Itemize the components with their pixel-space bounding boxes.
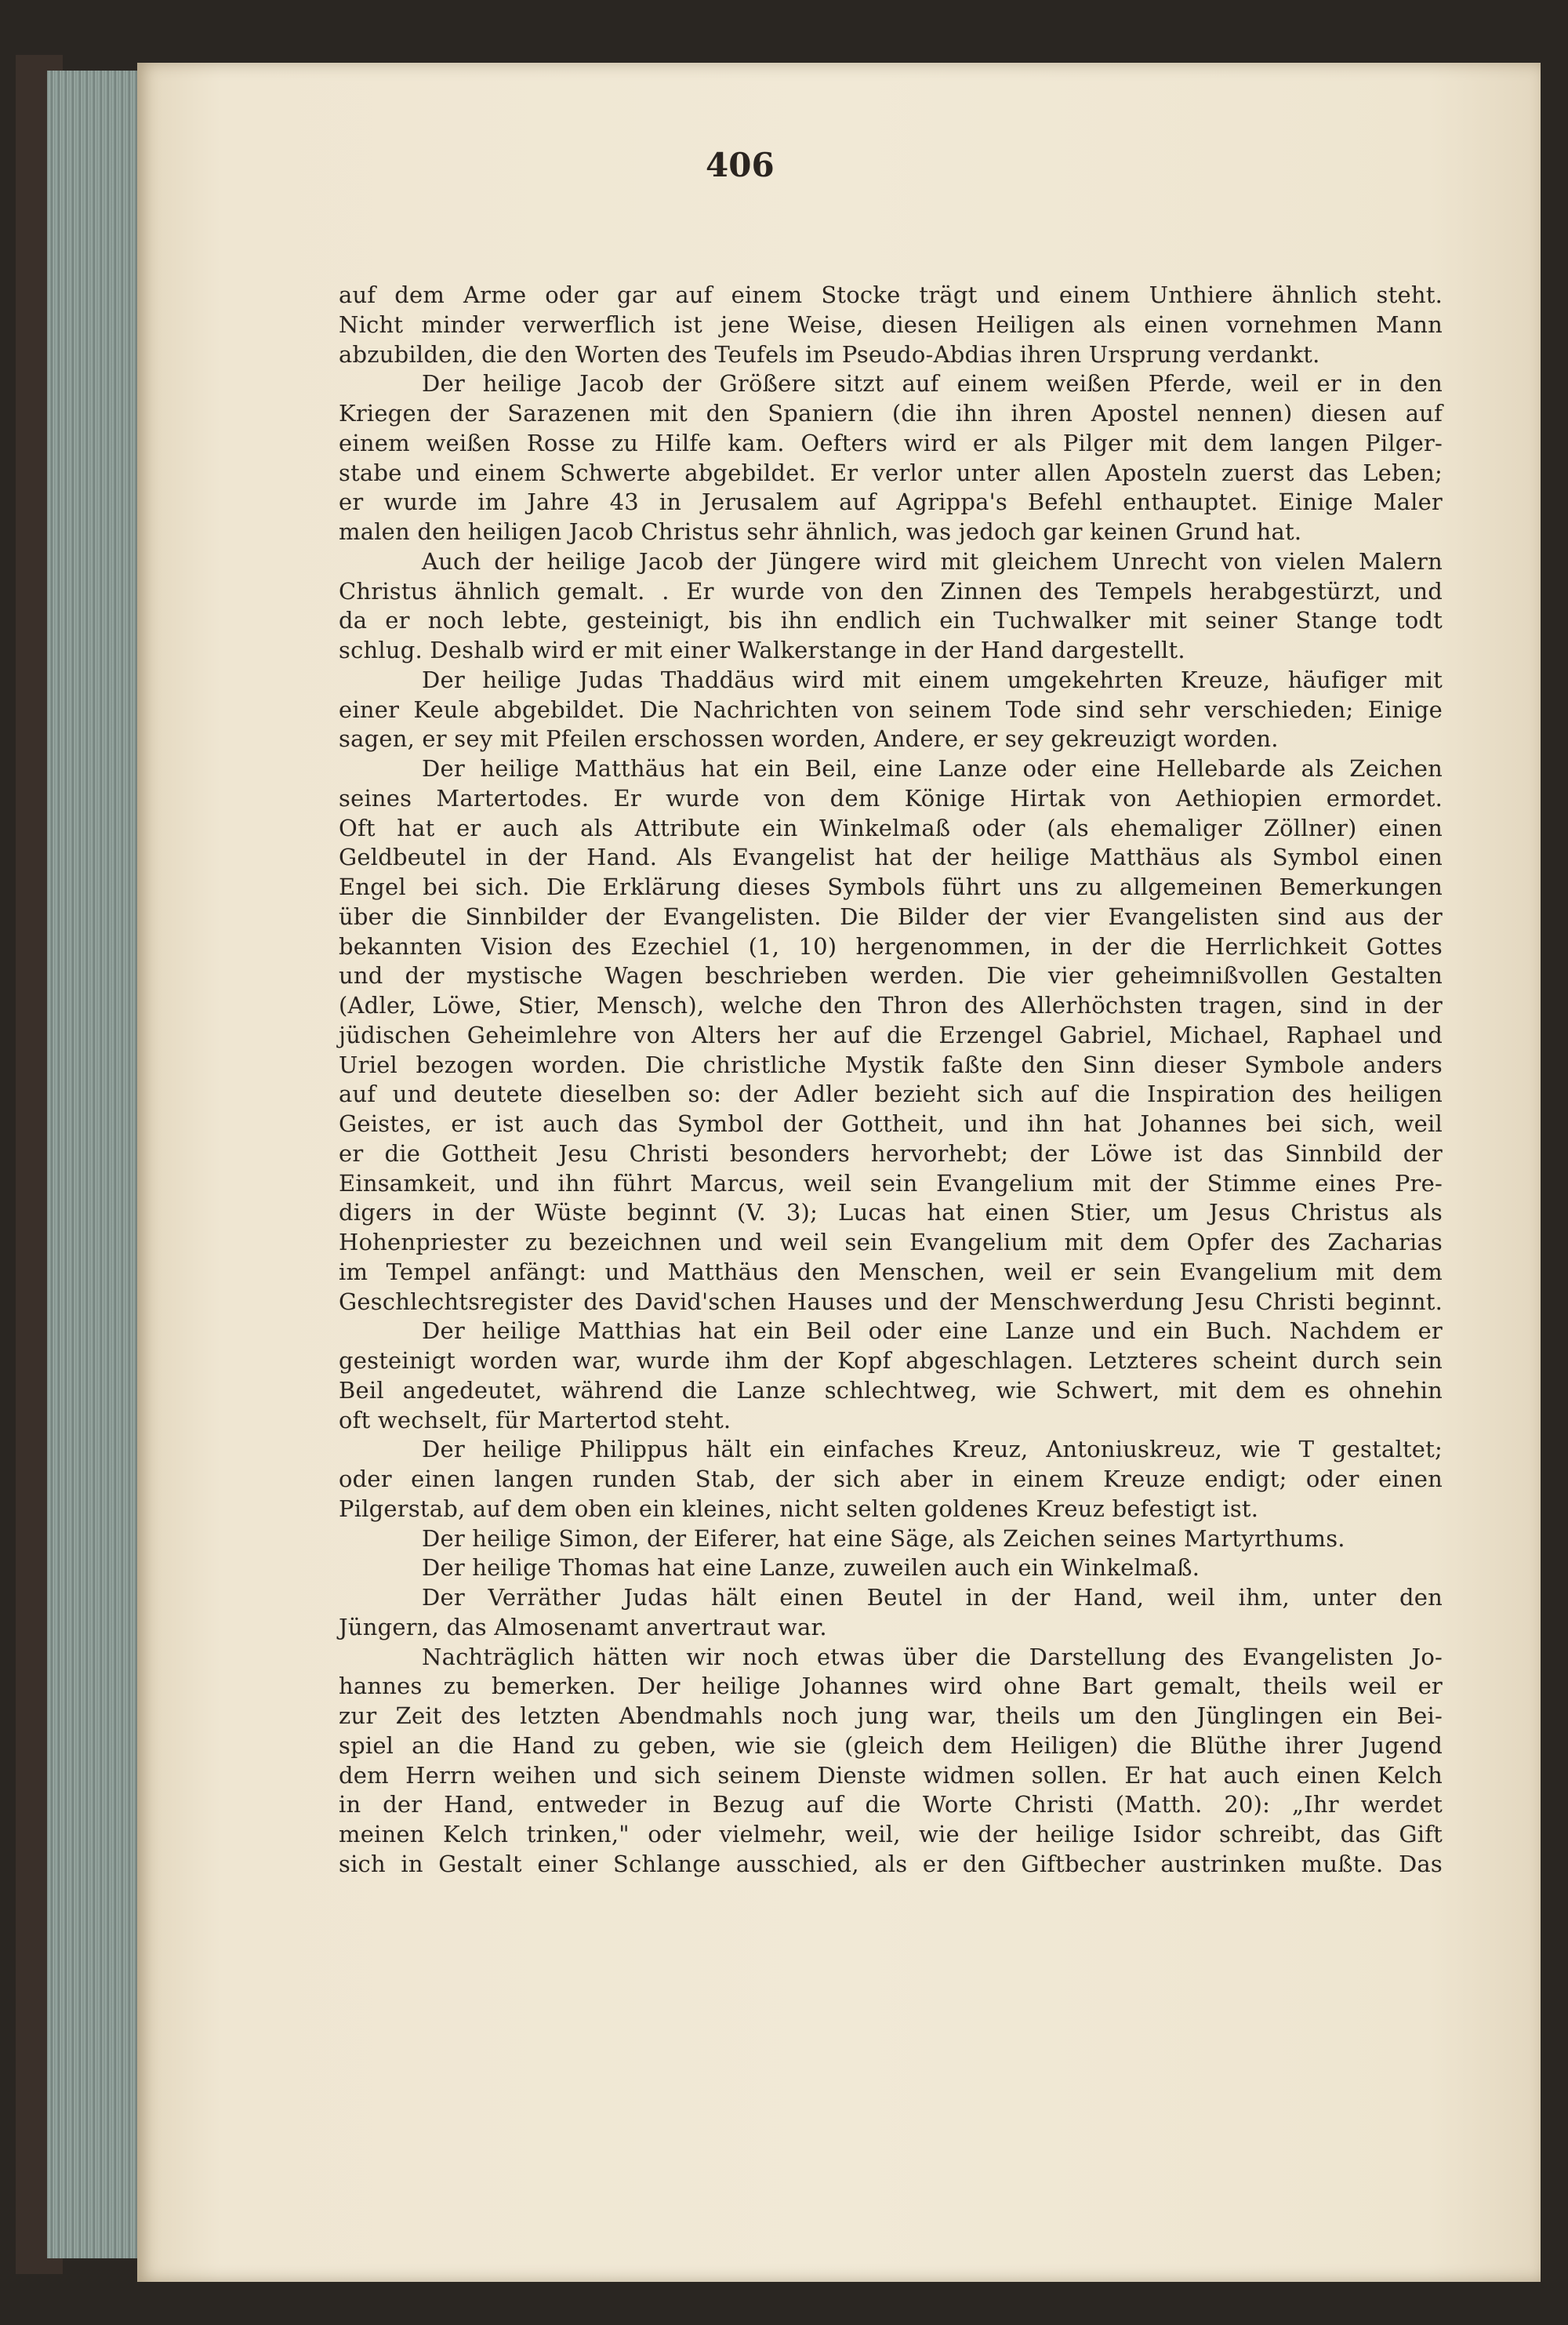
text-line: Nachträglich hätten wir noch etwas über die Darstellung des Evangelisten Jo- — [422, 1643, 1443, 1670]
text-line: Der heilige Simon, der Eiferer, hat eine Säge, als Zeichen seines Martyrthums. — [422, 1524, 1345, 1552]
text-line: Christus ähnlich gemalt. . Er wurde von den Zinnen des Tempels herabgestürzt, und — [339, 577, 1443, 605]
text-line: Geschlechtsregister des David'schen Hauses und der Menschwerdung Jesu Christi beginnt. — [339, 1288, 1443, 1315]
text-line: sich in Gestalt einer Schlange ausschied, als er den Giftbecher austrinken mußte. Das — [339, 1850, 1443, 1877]
text-line: Auch der heilige Jacob der Jüngere wird mit gleichem Unrecht von vielen Malern — [422, 547, 1443, 575]
text-line: einer Keule abgebildet. Die Nachrichten von seinem Tode sind sehr verschieden; Einige — [339, 696, 1443, 723]
text-line: einem weißen Rosse zu Hilfe kam. Oefters wird er als Pilger mit dem langen Pilger- — [339, 429, 1443, 456]
text-line: Der Verräther Judas hält einen Beutel in der Hand, weil ihm, unter den — [422, 1584, 1443, 1611]
text-line: auf dem Arme oder gar auf einem Stocke trägt und einem Unthiere ähnlich steht. — [339, 282, 1443, 308]
text-line: oft wechselt, für Martertod steht. — [339, 1406, 731, 1433]
text-line: spiel an die Hand zu geben, wie sie (gleich dem Heiligen) die Blüthe ihrer Jugend — [339, 1731, 1443, 1759]
text-line: Pilgerstab, auf dem oben ein kleines, nicht selten goldenes Kreuz befestigt ist. — [339, 1495, 1259, 1522]
text-line: Der heilige Thomas hat eine Lanze, zuweilen auch ein Winkelmaß. — [422, 1554, 1200, 1582]
text-line: zur Zeit des letzten Abendmahls noch jung war, theils um den Jünglingen ein Bei- — [339, 1702, 1443, 1729]
text-line: Engel bei sich. Die Erklärung dieses Symbols führt uns zu allgemeinen Bemerkungen — [339, 874, 1443, 900]
page-edges — [47, 71, 144, 2258]
text-line: seines Martertodes. Er wurde von dem Könige Hirtak von Aethiopien ermordet. — [339, 784, 1443, 812]
text-line: schlug. Deshalb wird er mit einer Walkerstange in der Hand dargestellt. — [339, 637, 1185, 663]
text-line: Der heilige Jacob der Größere sitzt auf einem weißen Pferde, weil er in den — [422, 370, 1443, 398]
text-line: Einsamkeit, und ihn führt Marcus, weil sein Evangelium mit der Stimme eines Pre- — [339, 1169, 1443, 1197]
text-line: Hohenpriester zu bezeichnen und weil sein Evangelium mit dem Opfer des Zacharias — [339, 1229, 1443, 1255]
text-line: und der mystische Wagen beschrieben werden. Die vier geheimnißvollen Gestalten — [339, 962, 1443, 990]
text-line: Geistes, er ist auch das Symbol der Gottheit, und ihn hat Johannes bei sich, weil — [339, 1110, 1443, 1137]
text-line: er die Gottheit Jesu Christi besonders hervorhebt; der Löwe ist das Sinnbild der — [339, 1139, 1443, 1167]
body-text — [339, 281, 1443, 1880]
text-line: oder einen langen runden Stab, der sich aber in einem Kreuze endigt; oder einen — [339, 1466, 1443, 1492]
text-line: sagen, er sey mit Pfeilen erschossen worden, Andere, er sey gekreuzigt worden. — [339, 725, 1279, 753]
text-line: meinen Kelch trinken," oder vielmehr, weil, wie der heilige Isidor schreibt, das Gift — [339, 1821, 1443, 1847]
text-line: auf und deutete dieselben so: der Adler bezieht sich auf die Inspiration des heiligen — [339, 1081, 1443, 1108]
text-line: Geldbeutel in der Hand. Als Evangelist hat der heilige Matthäus als Symbol einen — [339, 844, 1443, 871]
text-line: Kriegen der Sarazenen mit den Spaniern (die ihn ihren Apostel nennen) diesen auf — [339, 400, 1443, 427]
text-line: im Tempel anfängt: und Matthäus den Menschen, weil er sein Evangelium mit dem — [339, 1258, 1443, 1285]
text-line: digers in der Wüste beginnt (V. 3); Lucas hat einen Stier, um Jesus Christus als — [339, 1199, 1443, 1226]
text-line: stabe und einem Schwerte abgebildet. Er verlor unter allen Aposteln zuerst das Leben; — [339, 459, 1443, 486]
text-line: dem Herrn weihen und sich seinem Dienste widmen sollen. Er hat auch einen Kelch — [339, 1761, 1443, 1789]
page-number: 406 — [706, 146, 775, 184]
text-line: malen den heiligen Jacob Christus sehr ähnlich, was jedoch gar keinen Grund hat. — [339, 518, 1302, 545]
text-line: abzubilden, die den Worten des Teufels im Pseudo-Abdias ihren Ursprung verdankt. — [339, 340, 1320, 368]
text-line: Beil angedeutet, während die Lanze schlechtweg, wie Schwert, mit dem es ohnehin — [339, 1376, 1443, 1404]
text-line: (Adler, Löwe, Stier, Mensch), welche den Thron des Allerhöchsten tragen, sind in der — [339, 992, 1443, 1019]
text-line: hannes zu bemerken. Der heilige Johannes wird ohne Bart gemalt, theils weil er — [339, 1673, 1443, 1700]
text-line: über die Sinnbilder der Evangelisten. Die Bilder der vier Evangelisten sind aus der — [339, 903, 1443, 930]
text-line: in der Hand, entweder in Bezug auf die Worte Christi (Matth. 20): „Ihr werdet — [339, 1791, 1443, 1818]
text-line: Der heilige Judas Thaddäus wird mit einem umgekehrten Kreuze, häufiger mit — [422, 666, 1443, 693]
text-line: da er noch lebte, gesteinigt, bis ihn endlich ein Tuchwalker mit seiner Stange todt — [339, 607, 1443, 634]
text-line: Nicht minder verwerflich ist jene Weise, diesen Heiligen als einen vornehmen Mann — [339, 311, 1443, 338]
text-line: Der heilige Matthias hat ein Beil oder eine Lanze und ein Buch. Nachdem er — [422, 1317, 1443, 1345]
text-line: Uriel bezogen worden. Die christliche Mystik faßte den Sinn dieser Symbole anders — [339, 1051, 1443, 1078]
text-line: bekannten Vision des Ezechiel (1, 10) hergenommen, in der die Herrlichkeit Gottes — [339, 932, 1443, 960]
text-line: jüdischen Geheimlehre von Alters her auf die Erzengel Gabriel, Michael, Raphael und — [339, 1021, 1443, 1048]
text-line: Jüngern, das Almosenamt anvertraut war. — [339, 1613, 827, 1640]
text-line: gesteinigt worden war, wurde ihm der Kopf abgeschlagen. Letzteres scheint durch sein — [339, 1347, 1443, 1374]
text-line: Der heilige Matthäus hat ein Beil, eine Lanze oder eine Hellebarde als Zeichen — [422, 755, 1443, 782]
text-line: Der heilige Philippus hält ein einfaches Kreuz, Antoniuskreuz, wie T gestaltet; — [422, 1436, 1443, 1463]
text-line: Oft hat er auch als Attribute ein Winkelmaß oder (als ehemaliger Zöllner) einen — [339, 814, 1443, 841]
text-line: er wurde im Jahre 43 in Jerusalem auf Agrippa's Befehl enthauptet. Einige Maler — [339, 489, 1443, 516]
